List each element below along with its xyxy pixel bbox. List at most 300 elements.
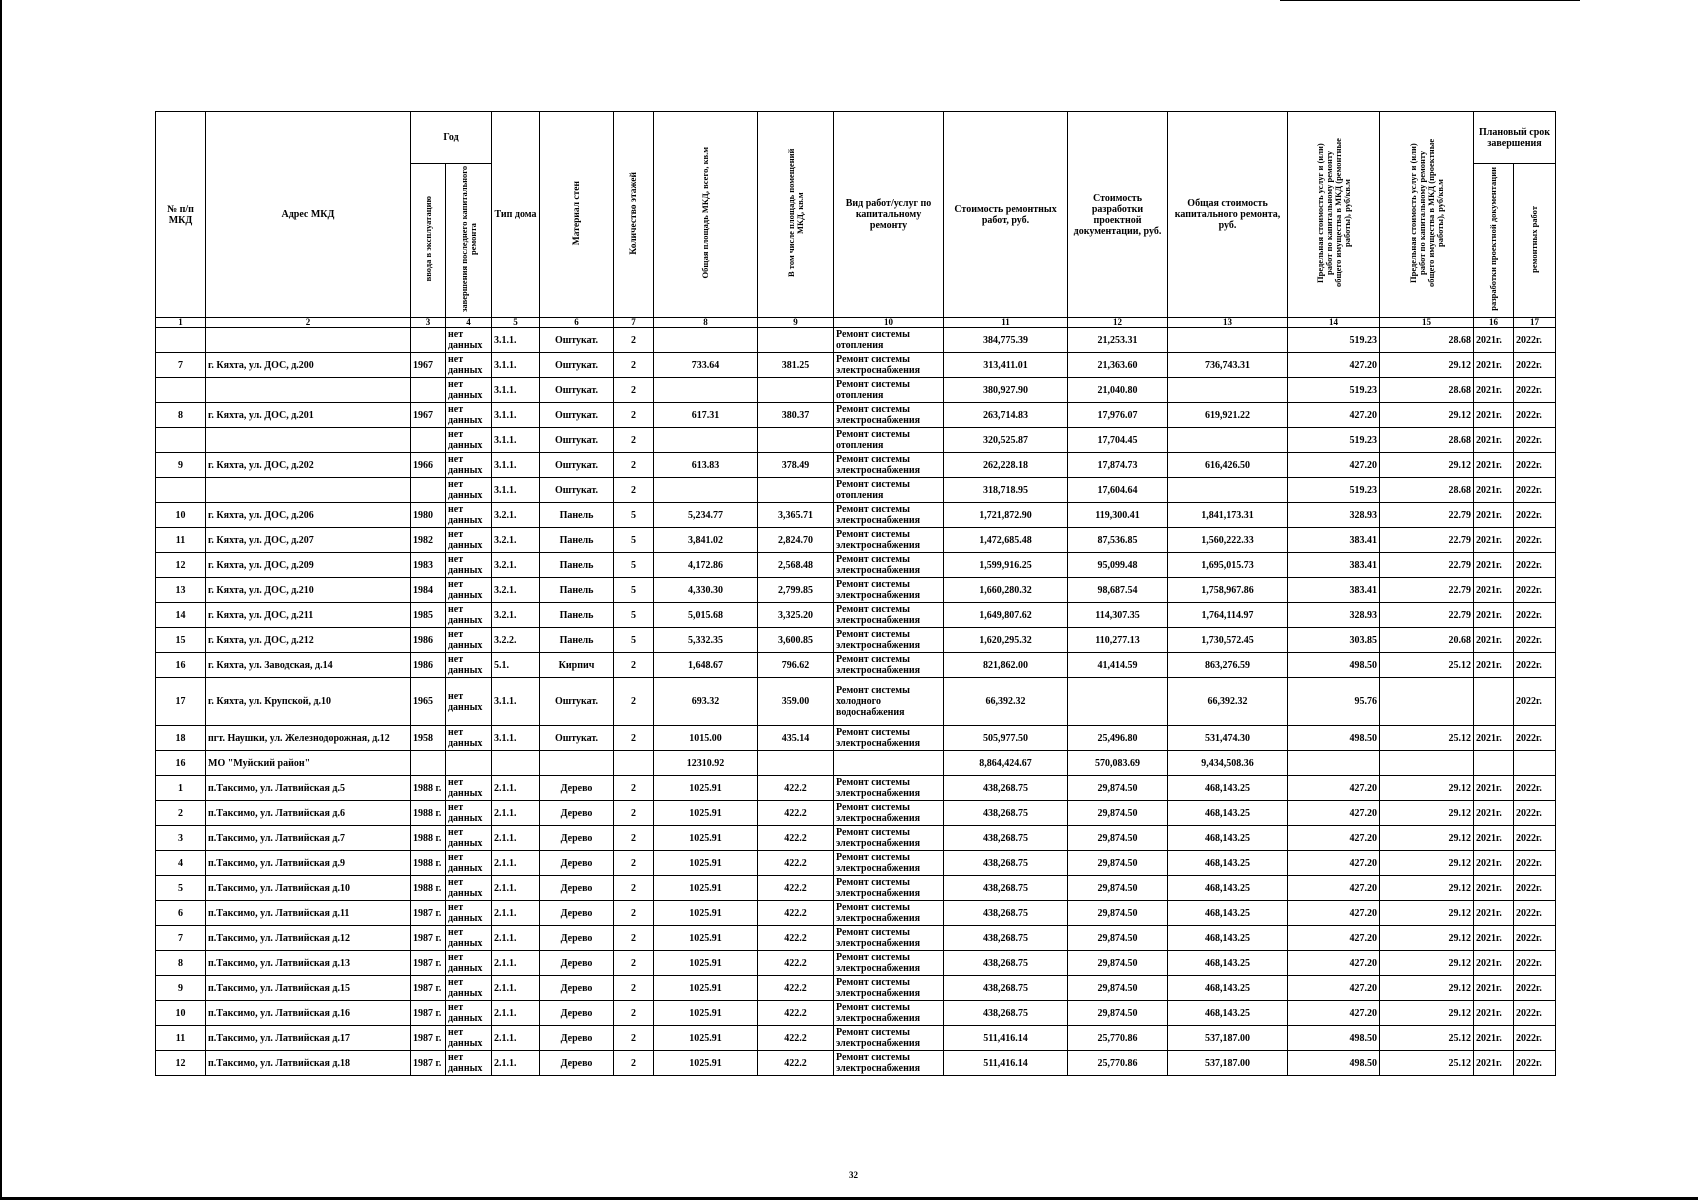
cell-area-total: 5,234.77 xyxy=(654,503,758,528)
cell-year-last-repair: нет данных xyxy=(446,503,492,528)
cell-cost-design xyxy=(1068,678,1168,726)
cell-house-type: 2.1.1. xyxy=(492,826,540,851)
cell-wall-material: Панель xyxy=(540,578,614,603)
cell-cost-repair: 821,862.00 xyxy=(944,653,1068,678)
cell-cost-repair: 438,268.75 xyxy=(944,851,1068,876)
cell-cost-design: 21,253.31 xyxy=(1068,328,1168,353)
cell-plan-design: 2021г. xyxy=(1474,478,1514,503)
table-row xyxy=(156,826,1556,851)
cell-cost-total: 1,695,015.73 xyxy=(1168,553,1288,578)
cell-limit-design: 22.79 xyxy=(1380,603,1474,628)
cell-area-total: 5,332.35 xyxy=(654,628,758,653)
cell-row-number: 9 xyxy=(156,976,206,1001)
cell-work-type: Ремонт системы электроснабжения xyxy=(834,553,944,578)
cell-row-number: 11 xyxy=(156,528,206,553)
hdr-wall: Материал стен xyxy=(540,112,614,318)
cell-row-number: 16 xyxy=(156,751,206,776)
cell-plan-repair: 2022г. xyxy=(1514,603,1556,628)
cell-cost-design: 87,536.85 xyxy=(1068,528,1168,553)
cell-cost-repair: 8,864,424.67 xyxy=(944,751,1068,776)
cell-address: п.Таксимо, ул. Латвийская д.16 xyxy=(206,1001,411,1026)
cell-cost-total: 468,143.25 xyxy=(1168,901,1288,926)
cell-floors: 5 xyxy=(614,628,654,653)
table-row xyxy=(156,653,1556,678)
cell-cost-total: 537,187.00 xyxy=(1168,1026,1288,1051)
cell-floors: 2 xyxy=(614,801,654,826)
cell-cost-repair: 438,268.75 xyxy=(944,901,1068,926)
cell-floors: 2 xyxy=(614,851,654,876)
cell-limit-design: 29.12 xyxy=(1380,876,1474,901)
cell-plan-repair: 2022г. xyxy=(1514,1051,1556,1076)
cell-cost-repair: 438,268.75 xyxy=(944,776,1068,801)
cell-cost-design: 98,687.54 xyxy=(1068,578,1168,603)
cell-limit-repair: 427.20 xyxy=(1288,851,1380,876)
cell-cost-total: 1,841,173.31 xyxy=(1168,503,1288,528)
table-row xyxy=(156,328,1556,353)
cell-plan-repair: 2022г. xyxy=(1514,678,1556,726)
cell-cost-total: 468,143.25 xyxy=(1168,876,1288,901)
cell-work-type: Ремонт системы электроснабжения xyxy=(834,653,944,678)
cell-limit-repair: 427.20 xyxy=(1288,453,1380,478)
cell-cost-design: 570,083.69 xyxy=(1068,751,1168,776)
cell-year-last-repair: нет данных xyxy=(446,553,492,578)
cell-year-commissioned: 1988 г. xyxy=(411,826,446,851)
cell-year-commissioned: 1986 xyxy=(411,653,446,678)
cell-plan-design: 2021г. xyxy=(1474,553,1514,578)
cell-year-commissioned: 1967 xyxy=(411,353,446,378)
cell-house-type: 3.1.1. xyxy=(492,328,540,353)
cell-cost-total: 9,434,508.36 xyxy=(1168,751,1288,776)
cell-plan-repair: 2022г. xyxy=(1514,553,1556,578)
cell-wall-material: Дерево xyxy=(540,926,614,951)
cell-plan-design: 2021г. xyxy=(1474,578,1514,603)
cell-cost-repair: 262,228.18 xyxy=(944,453,1068,478)
cell-area-total: 1025.91 xyxy=(654,901,758,926)
table-row xyxy=(156,726,1556,751)
cell-cost-total: 619,921.22 xyxy=(1168,403,1288,428)
cell-area-residential: 2,799.85 xyxy=(758,578,834,603)
cell-house-type: 2.1.1. xyxy=(492,901,540,926)
cell-year-commissioned: 1988 г. xyxy=(411,851,446,876)
cell-cost-total: 468,143.25 xyxy=(1168,976,1288,1001)
cell-area-total: 1025.91 xyxy=(654,801,758,826)
cell-limit-repair: 383.41 xyxy=(1288,553,1380,578)
cell-area-total: 3,841.02 xyxy=(654,528,758,553)
cell-work-type: Ремонт системы электроснабжения xyxy=(834,1026,944,1051)
cell-year-commissioned: 1987 г. xyxy=(411,976,446,1001)
cell-area-total: 1025.91 xyxy=(654,776,758,801)
cell-row-number: 14 xyxy=(156,603,206,628)
cell-limit-repair: 427.20 xyxy=(1288,801,1380,826)
scan-edge-left xyxy=(0,0,2,1200)
cell-house-type xyxy=(492,751,540,776)
cell-address xyxy=(206,328,411,353)
cell-year-last-repair: нет данных xyxy=(446,653,492,678)
table-row xyxy=(156,976,1556,1001)
cell-cost-design: 29,874.50 xyxy=(1068,976,1168,1001)
hdr-limit-repair: Предельная стоимость услуг и (или) работ по капитальному ремонту общего имущества в МКД (ремонтные работы), руб/кв.м xyxy=(1288,112,1380,318)
table-body xyxy=(156,328,1556,1076)
cell-plan-design: 2021г. xyxy=(1474,653,1514,678)
cell-house-type: 3.2.1. xyxy=(492,578,540,603)
cell-year-commissioned: 1985 xyxy=(411,603,446,628)
cell-cost-design: 29,874.50 xyxy=(1068,776,1168,801)
table-row xyxy=(156,1026,1556,1051)
cell-cost-design: 95,099.48 xyxy=(1068,553,1168,578)
cell-plan-repair: 2022г. xyxy=(1514,976,1556,1001)
cell-year-last-repair: нет данных xyxy=(446,1026,492,1051)
cell-year-last-repair: нет данных xyxy=(446,578,492,603)
cell-cost-total: 1,560,222.33 xyxy=(1168,528,1288,553)
cell-plan-repair: 2022г. xyxy=(1514,1001,1556,1026)
cell-year-last-repair xyxy=(446,751,492,776)
cell-address: п.Таксимо, ул. Латвийская д.11 xyxy=(206,901,411,926)
cell-cost-total: 537,187.00 xyxy=(1168,1051,1288,1076)
table-row xyxy=(156,503,1556,528)
cell-address: г. Кяхта, ул. ДОС, д.201 xyxy=(206,403,411,428)
cell-work-type: Ремонт системы электроснабжения xyxy=(834,776,944,801)
cell-cost-design: 25,770.86 xyxy=(1068,1026,1168,1051)
cell-year-commissioned: 1988 г. xyxy=(411,876,446,901)
cell-plan-design: 2021г. xyxy=(1474,503,1514,528)
cell-cost-design: 17,604.64 xyxy=(1068,478,1168,503)
cell-wall-material: Дерево xyxy=(540,801,614,826)
cell-floors: 2 xyxy=(614,453,654,478)
cell-work-type: Ремонт системы электроснабжения xyxy=(834,876,944,901)
column-number: 16 xyxy=(1474,318,1514,328)
cell-limit-design: 29.12 xyxy=(1380,851,1474,876)
column-number: 7 xyxy=(614,318,654,328)
cell-work-type: Ремонт системы электроснабжения xyxy=(834,453,944,478)
cell-plan-design: 2021г. xyxy=(1474,1026,1514,1051)
column-number: 13 xyxy=(1168,318,1288,328)
cell-row-number: 12 xyxy=(156,553,206,578)
cell-house-type: 3.1.1. xyxy=(492,478,540,503)
repair-register-table xyxy=(155,111,1556,1076)
hdr-year-repair: завершения последнего капитального ремонта xyxy=(446,164,492,318)
cell-plan-repair: 2022г. xyxy=(1514,901,1556,926)
cell-limit-repair: 383.41 xyxy=(1288,528,1380,553)
cell-floors: 2 xyxy=(614,1026,654,1051)
cell-row-number: 13 xyxy=(156,578,206,603)
cell-cost-repair: 1,472,685.48 xyxy=(944,528,1068,553)
cell-area-total: 4,330.30 xyxy=(654,578,758,603)
cell-year-last-repair: нет данных xyxy=(446,403,492,428)
cell-row-number xyxy=(156,428,206,453)
cell-row-number xyxy=(156,378,206,403)
cell-plan-repair: 2022г. xyxy=(1514,801,1556,826)
cell-work-type: Ремонт системы электроснабжения xyxy=(834,1001,944,1026)
cell-cost-total xyxy=(1168,378,1288,403)
cell-address: п.Таксимо, ул. Латвийская д.15 xyxy=(206,976,411,1001)
column-number: 1 xyxy=(156,318,206,328)
cell-area-residential: 2,824.70 xyxy=(758,528,834,553)
cell-limit-repair: 328.93 xyxy=(1288,603,1380,628)
cell-cost-total: 468,143.25 xyxy=(1168,851,1288,876)
cell-wall-material: Дерево xyxy=(540,951,614,976)
cell-plan-repair: 2022г. xyxy=(1514,403,1556,428)
cell-house-type: 3.2.1. xyxy=(492,503,540,528)
cell-area-total xyxy=(654,478,758,503)
column-number: 4 xyxy=(446,318,492,328)
hdr-num: № п/п МКД xyxy=(156,112,206,318)
cell-wall-material: Панель xyxy=(540,503,614,528)
cell-house-type: 2.1.1. xyxy=(492,1001,540,1026)
cell-cost-design: 17,704.45 xyxy=(1068,428,1168,453)
cell-floors: 2 xyxy=(614,726,654,751)
cell-limit-repair: 519.23 xyxy=(1288,428,1380,453)
cell-row-number: 7 xyxy=(156,926,206,951)
table-row xyxy=(156,951,1556,976)
cell-wall-material: Дерево xyxy=(540,826,614,851)
cell-plan-design: 2021г. xyxy=(1474,628,1514,653)
cell-cost-design: 29,874.50 xyxy=(1068,801,1168,826)
cell-floors xyxy=(614,751,654,776)
cell-plan-repair: 2022г. xyxy=(1514,478,1556,503)
column-number: 10 xyxy=(834,318,944,328)
table-row xyxy=(156,678,1556,726)
cell-row-number: 6 xyxy=(156,901,206,926)
cell-limit-design: 29.12 xyxy=(1380,403,1474,428)
cell-limit-repair: 383.41 xyxy=(1288,578,1380,603)
cell-year-last-repair: нет данных xyxy=(446,901,492,926)
cell-wall-material: Панель xyxy=(540,603,614,628)
cell-area-residential xyxy=(758,378,834,403)
cell-wall-material: Оштукат. xyxy=(540,428,614,453)
cell-floors: 5 xyxy=(614,553,654,578)
cell-year-last-repair: нет данных xyxy=(446,951,492,976)
cell-year-commissioned: 1986 xyxy=(411,628,446,653)
cell-cost-repair: 438,268.75 xyxy=(944,826,1068,851)
table-row xyxy=(156,901,1556,926)
cell-cost-repair: 384,775.39 xyxy=(944,328,1068,353)
hdr-type: Тип дома xyxy=(492,112,540,318)
cell-cost-design: 29,874.50 xyxy=(1068,876,1168,901)
cell-year-commissioned: 1966 xyxy=(411,453,446,478)
cell-area-residential: 422.2 xyxy=(758,1051,834,1076)
cell-area-total: 1025.91 xyxy=(654,1026,758,1051)
cell-row-number: 16 xyxy=(156,653,206,678)
cell-row-number: 9 xyxy=(156,453,206,478)
cell-house-type: 2.1.1. xyxy=(492,776,540,801)
cell-address: г. Кяхта, ул. ДОС, д.202 xyxy=(206,453,411,478)
cell-cost-design: 21,040.80 xyxy=(1068,378,1168,403)
cell-limit-design: 25.12 xyxy=(1380,1051,1474,1076)
cell-cost-design: 25,496.80 xyxy=(1068,726,1168,751)
cell-limit-repair xyxy=(1288,751,1380,776)
table-row xyxy=(156,603,1556,628)
cell-work-type: Ремонт системы электроснабжения xyxy=(834,503,944,528)
cell-cost-design: 29,874.50 xyxy=(1068,926,1168,951)
cell-plan-design: 2021г. xyxy=(1474,926,1514,951)
cell-cost-repair: 380,927.90 xyxy=(944,378,1068,403)
cell-house-type: 2.1.1. xyxy=(492,976,540,1001)
cell-area-residential: 422.2 xyxy=(758,801,834,826)
cell-area-total: 1025.91 xyxy=(654,826,758,851)
cell-area-residential: 422.2 xyxy=(758,926,834,951)
cell-area-residential: 422.2 xyxy=(758,876,834,901)
hdr-area-total: Общая площадь МКД, всего, кв.м xyxy=(654,112,758,318)
cell-year-last-repair: нет данных xyxy=(446,353,492,378)
cell-area-residential xyxy=(758,478,834,503)
cell-work-type: Ремонт системы отопления xyxy=(834,328,944,353)
cell-cost-repair: 1,721,872.90 xyxy=(944,503,1068,528)
cell-plan-repair: 2022г. xyxy=(1514,1026,1556,1051)
column-number: 14 xyxy=(1288,318,1380,328)
cell-floors: 2 xyxy=(614,378,654,403)
cell-row-number: 10 xyxy=(156,1001,206,1026)
hdr-plan-design: разработки проектной документации xyxy=(1474,164,1514,318)
cell-limit-design xyxy=(1380,678,1474,726)
table-row xyxy=(156,403,1556,428)
cell-plan-design: 2021г. xyxy=(1474,801,1514,826)
cell-work-type: Ремонт системы электроснабжения xyxy=(834,926,944,951)
cell-limit-design: 29.12 xyxy=(1380,801,1474,826)
cell-year-commissioned xyxy=(411,378,446,403)
column-number: 5 xyxy=(492,318,540,328)
cell-cost-repair: 66,392.32 xyxy=(944,678,1068,726)
cell-limit-repair: 427.20 xyxy=(1288,876,1380,901)
cell-plan-repair: 2022г. xyxy=(1514,528,1556,553)
cell-floors: 2 xyxy=(614,876,654,901)
table-row xyxy=(156,628,1556,653)
cell-limit-design xyxy=(1380,751,1474,776)
cell-limit-design: 25.12 xyxy=(1380,653,1474,678)
cell-area-total: 1025.91 xyxy=(654,926,758,951)
cell-wall-material: Дерево xyxy=(540,901,614,926)
table-row xyxy=(156,926,1556,951)
cell-cost-total: 1,764,114.97 xyxy=(1168,603,1288,628)
cell-year-last-repair: нет данных xyxy=(446,726,492,751)
cell-plan-design: 2021г. xyxy=(1474,353,1514,378)
cell-plan-repair: 2022г. xyxy=(1514,776,1556,801)
cell-limit-repair: 95.76 xyxy=(1288,678,1380,726)
cell-limit-repair: 427.20 xyxy=(1288,776,1380,801)
cell-limit-design: 28.68 xyxy=(1380,478,1474,503)
cell-address: г. Кяхта, ул. ДОС, д.210 xyxy=(206,578,411,603)
cell-area-total: 1025.91 xyxy=(654,976,758,1001)
cell-house-type: 3.2.1. xyxy=(492,603,540,628)
table-header xyxy=(156,112,1556,328)
cell-area-residential: 422.2 xyxy=(758,776,834,801)
cell-plan-repair: 2022г. xyxy=(1514,628,1556,653)
cell-floors: 2 xyxy=(614,328,654,353)
cell-floors: 2 xyxy=(614,428,654,453)
cell-area-total: 617.31 xyxy=(654,403,758,428)
cell-cost-total: 468,143.25 xyxy=(1168,1001,1288,1026)
cell-work-type: Ремонт системы электроснабжения xyxy=(834,528,944,553)
cell-work-type: Ремонт системы электроснабжения xyxy=(834,951,944,976)
cell-work-type: Ремонт системы электроснабжения xyxy=(834,851,944,876)
cell-floors: 5 xyxy=(614,503,654,528)
cell-cost-design: 17,874.73 xyxy=(1068,453,1168,478)
cell-row-number: 10 xyxy=(156,503,206,528)
cell-limit-repair: 427.20 xyxy=(1288,353,1380,378)
cell-year-last-repair: нет данных xyxy=(446,851,492,876)
column-number: 3 xyxy=(411,318,446,328)
cell-plan-design: 2021г. xyxy=(1474,901,1514,926)
cell-limit-repair: 427.20 xyxy=(1288,403,1380,428)
cell-plan-design: 2021г. xyxy=(1474,726,1514,751)
cell-area-residential: 381.25 xyxy=(758,353,834,378)
cell-year-commissioned: 1967 xyxy=(411,403,446,428)
table-row xyxy=(156,353,1556,378)
cell-row-number xyxy=(156,328,206,353)
cell-cost-total: 468,143.25 xyxy=(1168,776,1288,801)
cell-cost-repair: 320,525.87 xyxy=(944,428,1068,453)
cell-area-residential: 422.2 xyxy=(758,901,834,926)
cell-house-type: 5.1. xyxy=(492,653,540,678)
cell-limit-design: 29.12 xyxy=(1380,901,1474,926)
cell-cost-total: 531,474.30 xyxy=(1168,726,1288,751)
cell-cost-total: 1,730,572.45 xyxy=(1168,628,1288,653)
cell-cost-design: 25,770.86 xyxy=(1068,1051,1168,1076)
cell-year-last-repair: нет данных xyxy=(446,678,492,726)
cell-wall-material: Оштукат. xyxy=(540,378,614,403)
table-row xyxy=(156,578,1556,603)
cell-cost-total: 468,143.25 xyxy=(1168,826,1288,851)
cell-year-commissioned: 1987 г. xyxy=(411,951,446,976)
cell-address: п.Таксимо, ул. Латвийская д.17 xyxy=(206,1026,411,1051)
cell-work-type: Ремонт системы электроснабжения xyxy=(834,578,944,603)
column-number: 17 xyxy=(1514,318,1556,328)
cell-area-total: 613.83 xyxy=(654,453,758,478)
cell-year-last-repair: нет данных xyxy=(446,628,492,653)
cell-address: п.Таксимо, ул. Латвийская д.10 xyxy=(206,876,411,901)
cell-house-type: 3.1.1. xyxy=(492,353,540,378)
cell-house-type: 3.1.1. xyxy=(492,453,540,478)
cell-wall-material: Дерево xyxy=(540,851,614,876)
cell-plan-design: 2021г. xyxy=(1474,1001,1514,1026)
cell-limit-repair: 328.93 xyxy=(1288,503,1380,528)
cell-plan-design xyxy=(1474,751,1514,776)
cell-cost-repair: 505,977.50 xyxy=(944,726,1068,751)
column-number: 15 xyxy=(1380,318,1474,328)
hdr-cost-total: Общая стоимость капитального ремонта, руб. xyxy=(1168,112,1288,318)
cell-year-last-repair: нет данных xyxy=(446,1001,492,1026)
cell-address xyxy=(206,478,411,503)
hdr-cost-design: Стоимость разработки проектной документации, руб. xyxy=(1068,112,1168,318)
cell-cost-total: 736,743.31 xyxy=(1168,353,1288,378)
cell-wall-material xyxy=(540,751,614,776)
cell-row-number: 12 xyxy=(156,1051,206,1076)
cell-cost-repair: 1,649,807.62 xyxy=(944,603,1068,628)
cell-floors: 2 xyxy=(614,478,654,503)
table-row xyxy=(156,478,1556,503)
page-number: 32 xyxy=(849,1170,858,1180)
cell-cost-repair: 511,416.14 xyxy=(944,1051,1068,1076)
cell-row-number: 17 xyxy=(156,678,206,726)
cell-cost-repair: 438,268.75 xyxy=(944,976,1068,1001)
cell-work-type: Ремонт системы электроснабжения xyxy=(834,628,944,653)
cell-area-residential: 3,600.85 xyxy=(758,628,834,653)
cell-limit-design: 22.79 xyxy=(1380,553,1474,578)
cell-area-residential: 378.49 xyxy=(758,453,834,478)
cell-limit-design: 20.68 xyxy=(1380,628,1474,653)
cell-area-residential xyxy=(758,328,834,353)
cell-year-commissioned: 1988 г. xyxy=(411,801,446,826)
cell-work-type: Ремонт системы электроснабжения xyxy=(834,1051,944,1076)
cell-plan-design: 2021г. xyxy=(1474,453,1514,478)
cell-wall-material: Панель xyxy=(540,628,614,653)
cell-row-number: 18 xyxy=(156,726,206,751)
column-number: 12 xyxy=(1068,318,1168,328)
cell-cost-total xyxy=(1168,478,1288,503)
cell-limit-design: 22.79 xyxy=(1380,528,1474,553)
cell-area-total: 1025.91 xyxy=(654,851,758,876)
cell-plan-design: 2021г. xyxy=(1474,528,1514,553)
cell-address: п.Таксимо, ул. Латвийская д.6 xyxy=(206,801,411,826)
